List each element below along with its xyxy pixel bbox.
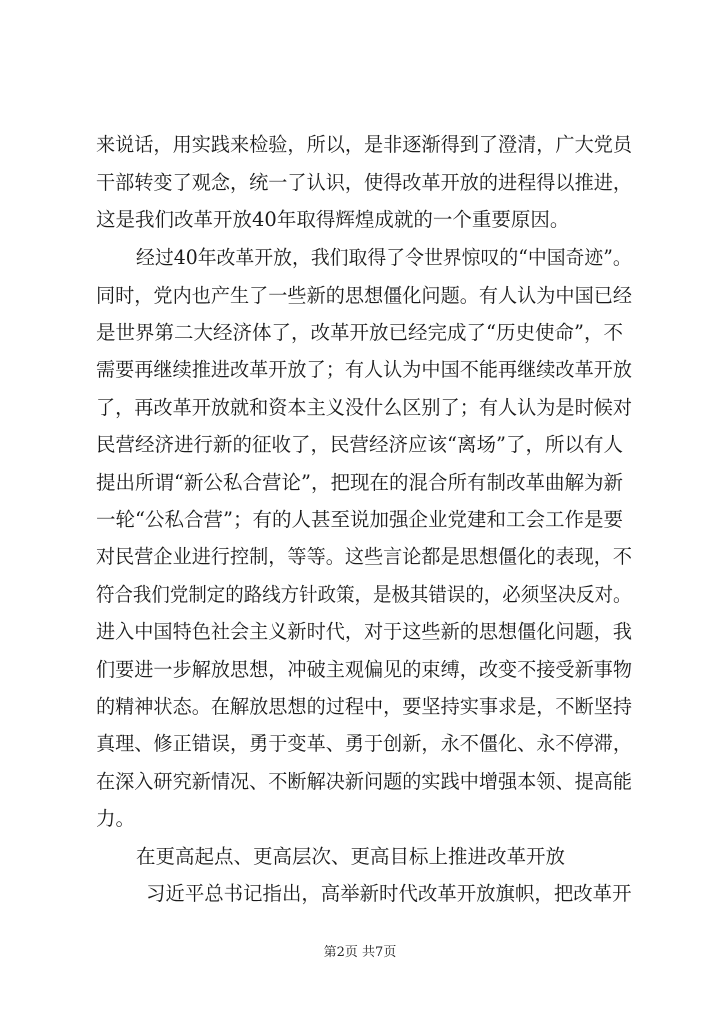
text-line: 在深入研究新情况、不断解决新问题的实践中增强本领、提高能 xyxy=(96,770,633,793)
text-line: 的精神状态。在解放思想的过程中，要坚持实事求是，不断坚持 xyxy=(96,695,633,718)
page-number-footer: 第2页 共7页 xyxy=(323,945,397,960)
text-line: 提出所谓“新公私合营论”，把现在的混合所有制改革曲解为新 xyxy=(96,471,623,494)
text-line: 这是我们改革开放40年取得辉煌成就的一个重要原因。 xyxy=(96,208,570,231)
text-line: 民营经济进行新的征收了，民营经济应该“离场”了，所以有人 xyxy=(96,433,623,456)
text-line: 符合我们党制定的路线方针政策，是极其错误的，必须坚决反对。 xyxy=(96,583,632,606)
text-line: 了，再改革开放就和资本主义没什么区别了；有人认为是时候对 xyxy=(96,396,633,419)
text-line: 是世界第二大经济体了，改革开放已经完成了“历史使命”，不 xyxy=(96,321,623,344)
paragraph-start-line: 习近平总书记指出，高举新时代改革开放旗帜，把改革开 xyxy=(146,882,632,905)
text-line: 对民营企业进行控制，等等。这些言论都是思想僵化的表现，不 xyxy=(96,545,633,568)
text-line: 真理、修正错误，勇于变革、勇于创新，永不僵化、永不停滞， xyxy=(96,732,633,755)
paragraph-start-line: 经过40年改革开放，我们取得了令世界惊叹的“中国奇迹”。 xyxy=(136,246,632,269)
text-line: 来说话，用实践来检验，所以，是非逐渐得到了澄清，广大党员 xyxy=(96,133,633,156)
section-heading: 在更高起点、更高层次、更高目标上推进改革开放 xyxy=(136,845,566,868)
text-line: 一轮“公私合营”；有的人甚至说加强企业党建和工会工作是要 xyxy=(96,508,623,531)
text-line: 干部转变了观念，统一了认识，使得改革开放的进程得以推进， xyxy=(96,171,633,194)
text-line: 们要进一步解放思想，冲破主观偏见的束缚，改变不接受新事物 xyxy=(96,658,633,681)
text-line: 需要再继续推进改革开放了；有人认为中国不能再继续改革开放 xyxy=(96,358,633,381)
text-line: 进入中国特色社会主义新时代，对于这些新的思想僵化问题，我 xyxy=(96,620,633,643)
text-line: 力。 xyxy=(96,807,136,830)
text-line: 同时，党内也产生了一些新的思想僵化问题。有人认为中国已经 xyxy=(96,284,633,307)
